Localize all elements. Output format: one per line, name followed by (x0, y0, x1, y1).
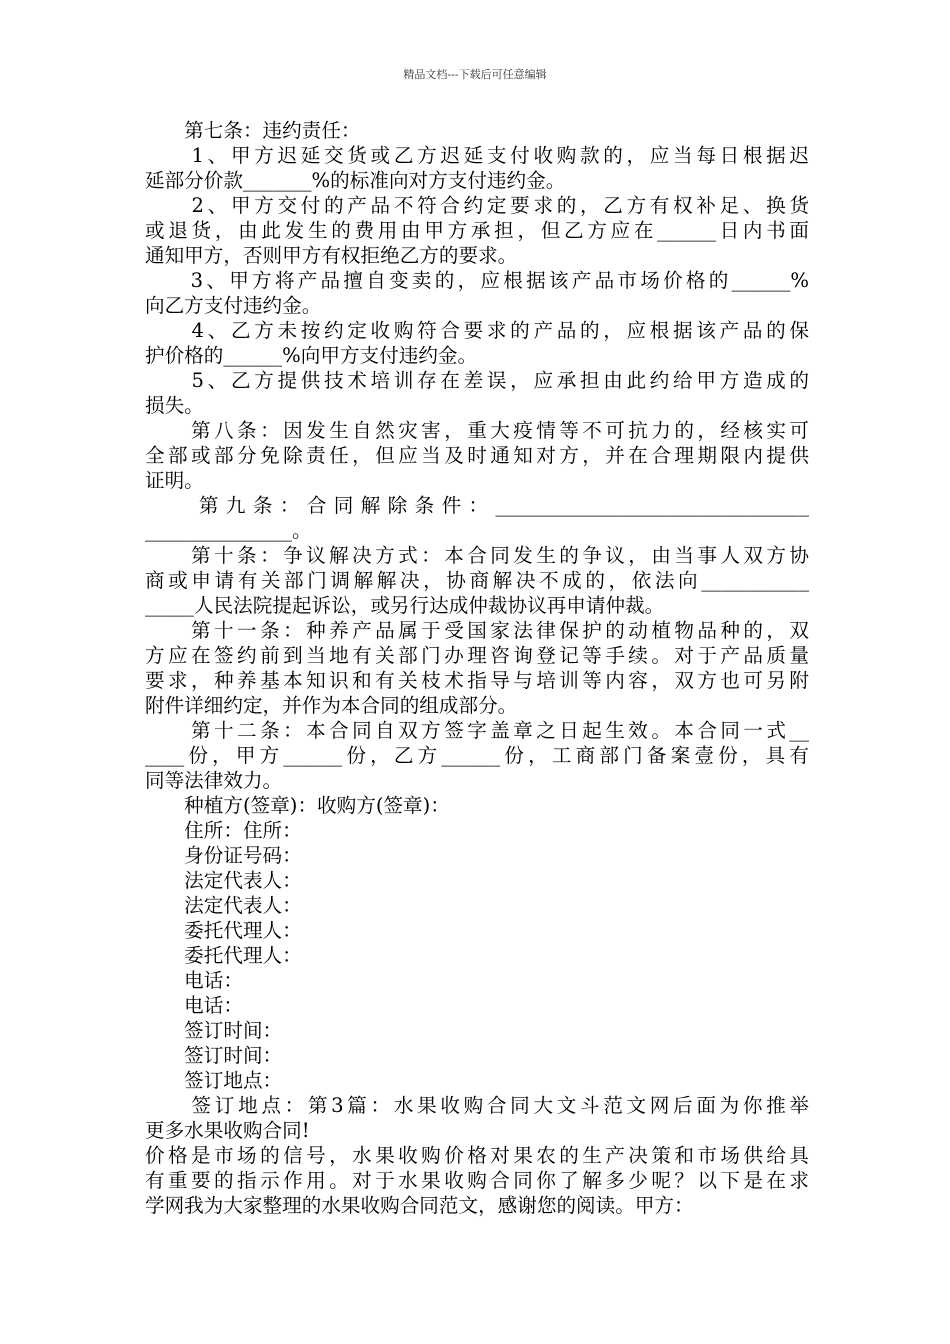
text-line: ____份，甲方______份，乙方______份，工商部门备案壹份，具有 (145, 744, 809, 767)
page-header: 精品文档---下载后可任意编辑 (403, 68, 547, 81)
text-line: 住所：住所： (145, 819, 302, 842)
text-line: _______________。 (145, 519, 312, 542)
text-line: 1、甲方迟延交货或乙方迟延支付收购款的，应当每日根据迟 (145, 144, 809, 167)
text-line: 有重要的指示作用。对于水果收购合同你了解多少呢？以下是在求 (145, 1169, 809, 1192)
text-line: 价格是市场的信号，水果收购价格对果农的生产决策和市场供给具 (145, 1144, 809, 1167)
text-line: 证明。 (145, 469, 204, 492)
text-line: 第七条：违约责任： (145, 119, 361, 142)
text-line: 学网我为大家整理的水果收购合同范文，感谢您的阅读。甲方： (145, 1194, 694, 1217)
text-line: 签订地点： (145, 1069, 283, 1092)
text-line: 商或申请有关部门调解解决，协商解决不成的，依法向___________ (145, 569, 809, 592)
text-line: 护价格的______%向甲方支付违约金。 (145, 344, 478, 367)
text-line: 附件详细约定，并作为本合同的组成部分。 (145, 694, 518, 717)
text-line: 签订时间： (145, 1044, 283, 1067)
text-line: 第八条：因发生自然灾害，重大疫情等不可抗力的，经核实可 (145, 419, 809, 442)
text-line: 第十二条：本合同自双方签字盖章之日起生效。本合同一式__ (145, 719, 809, 742)
text-line: 第十条：争议解决方式：本合同发生的争议，由当事人双方协 (145, 544, 809, 567)
text-line: 通知甲方，否则甲方有权拒绝乙方的要求。 (145, 244, 518, 267)
text-line: 损失。 (145, 394, 204, 417)
text-line: 更多水果收购合同! (145, 1119, 310, 1142)
text-line: 种植方(签章)：收购方(签章)： (145, 794, 450, 817)
text-line: 延部分价款_______%的标准向对方支付违约金。 (145, 169, 566, 192)
text-line: 4、乙方未按约定收购符合要求的产品的，应根据该产品的保 (145, 319, 809, 342)
text-line: 第十一条：种养产品属于受国家法律保护的动植物品种的，双 (145, 619, 809, 642)
text-line: 要求，种养基本知识和有关枝术指导与培训等内容，双方也可另附 (145, 669, 809, 692)
document-body (145, 118, 809, 1218)
text-line: 电话： (145, 994, 243, 1017)
text-line: 3、甲方将产品擅自变卖的，应根据该产品市场价格的______% (145, 269, 809, 292)
text-line: 或退货，由此发生的费用由甲方承担，但乙方应在______日内书面 (145, 219, 809, 242)
text-line: 法定代表人： (145, 894, 302, 917)
text-line: 第九条：合同解除条件：________________________________ (145, 494, 809, 517)
text-line: 电话： (145, 969, 243, 992)
text-line: 方应在签约前到当地有关部门办理咨询登记等手续。对于产品质量 (145, 644, 809, 667)
text-line: 向乙方支付违约金。 (145, 294, 322, 317)
text-line: _____人民法院提起诉讼，或另行达成仲裁协议再申请仲裁。 (145, 594, 665, 617)
text-line: 5、乙方提供技术培训存在差误，应承担由此约给甲方造成的 (145, 369, 809, 392)
text-line: 同等法律效力。 (145, 769, 283, 792)
text-line: 身份证号码： (145, 844, 302, 867)
text-line: 委托代理人： (145, 944, 302, 967)
text-line: 全部或部分免除责任，但应当及时通知对方，并在合理期限内提供 (145, 444, 809, 467)
text-line: 2、甲方交付的产品不符合约定要求的，乙方有权补足、换货 (145, 194, 809, 217)
text-line: 签订时间： (145, 1019, 283, 1042)
text-line: 委托代理人： (145, 919, 302, 942)
text-line: 签订地点：第3篇：水果收购合同大文斗范文网后面为你推举 (145, 1094, 809, 1117)
text-line: 法定代表人： (145, 869, 302, 892)
